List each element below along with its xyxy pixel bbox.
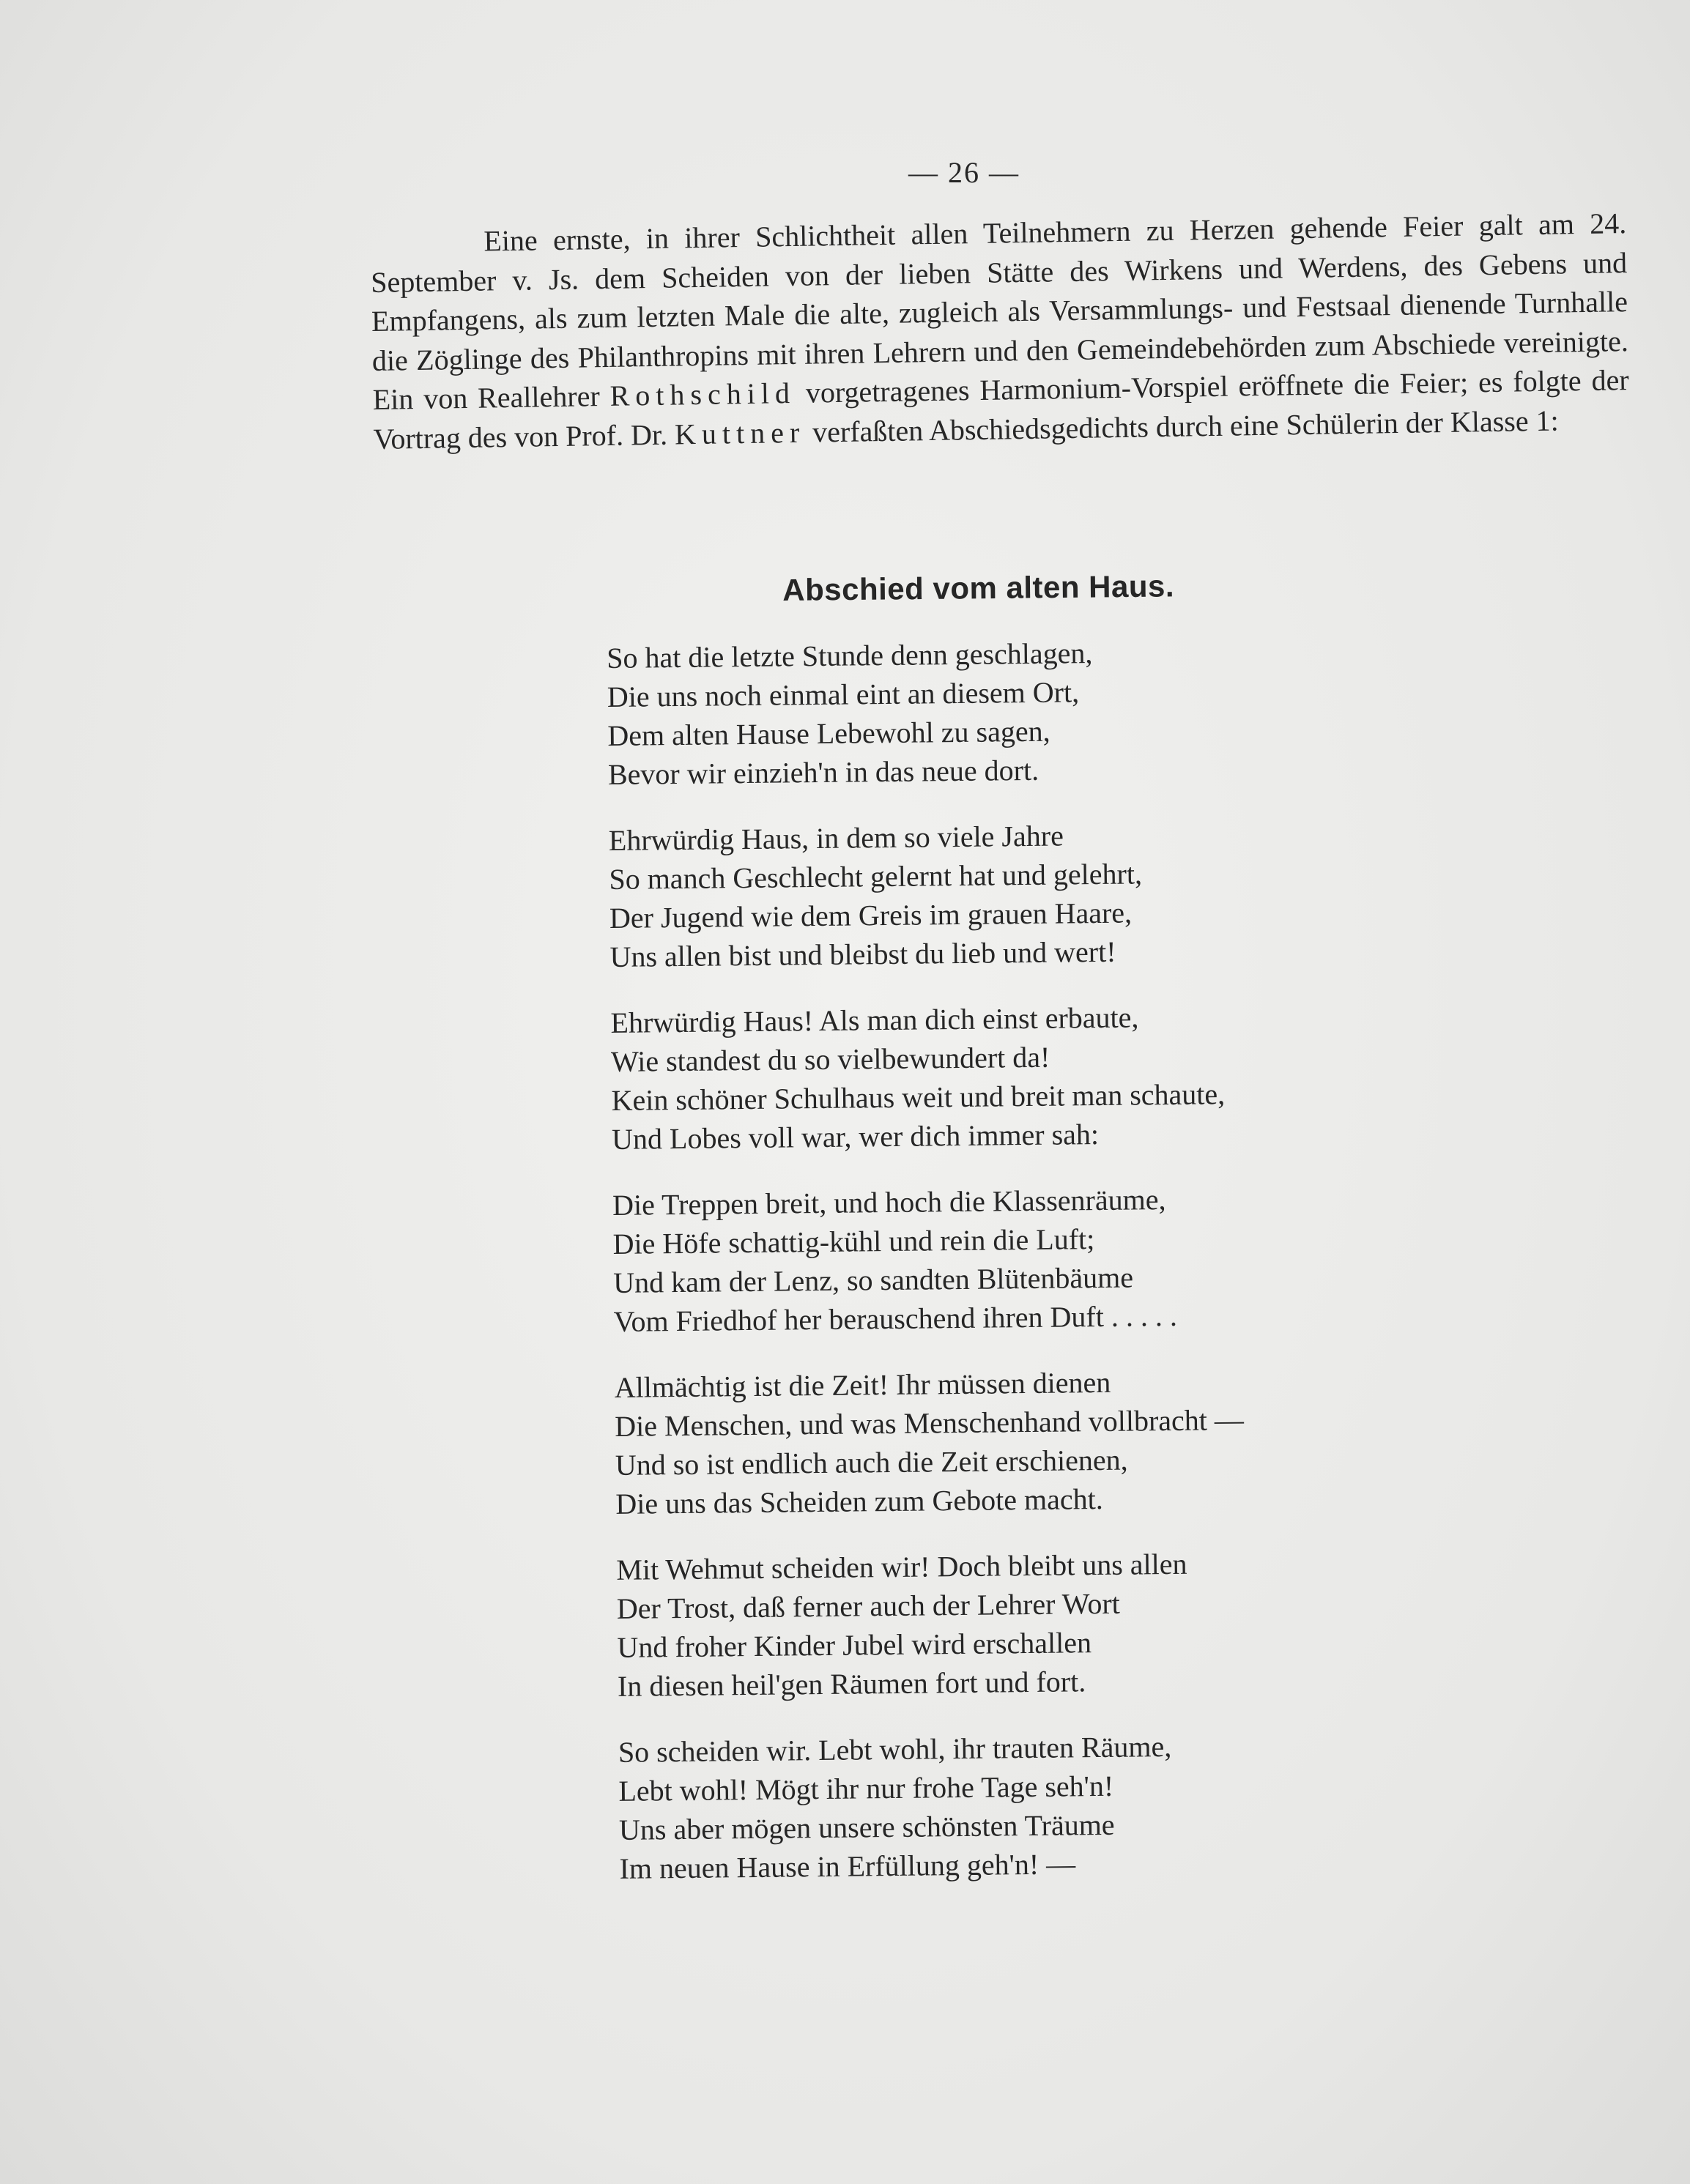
poem-line: Dem alten Hause Lebewohl zu sagen, <box>607 714 1050 752</box>
poem-line: Die uns das Scheiden zum Gebote macht. <box>615 1482 1103 1520</box>
poem-line: So manch Geschlecht gelernt hat und gelehrt, <box>609 857 1143 896</box>
poem-line: So hat die letzte Stunde denn geschlagen, <box>607 636 1093 675</box>
stanza-7 <box>618 1724 1455 1888</box>
poem-line: Der Trost, daß ferner auch der Lehrer Wort <box>616 1586 1120 1625</box>
poem-line: Die Menschen, und was Menschenhand vollbracht — <box>615 1403 1245 1443</box>
poem-line: Kein schöner Schulhaus weit und breit man schaute, <box>611 1077 1226 1117</box>
poem-line: Mit Wehmut scheiden wir! Doch bleibt uns allen <box>616 1547 1187 1586</box>
stanza-5 <box>614 1359 1450 1523</box>
poem-line: Bevor wir einzieh'n in das neue dort. <box>607 753 1039 791</box>
poem-line: Die uns noch einmal eint an diesem Ort, <box>607 675 1080 713</box>
poem-line: Wie standest du so vielbewundert da! <box>610 1040 1050 1078</box>
poem-line: Die Treppen breit, und hoch die Klassenräume, <box>612 1183 1166 1222</box>
poem-line: Und so ist endlich auch die Zeit erschienen, <box>615 1443 1128 1482</box>
poem-line: Im neuen Hause in Erfüllung geh'n! — <box>619 1847 1076 1885</box>
poem-line: Ehrwürdig Haus, in dem so viele Jahre <box>608 819 1064 857</box>
poem-line: Die Höfe schattig-kühl und rein die Luft; <box>612 1222 1095 1260</box>
poem-title: Abschied vom alten Haus. <box>782 568 1175 607</box>
intro-text-part-2: vorgetragenes Harmonium-Vorspiel eröffnete die Feier; es folgte der Vortrag des von Prof. Dr. <box>373 363 1629 456</box>
intro-paragraph <box>370 204 1630 458</box>
stanza-1 <box>607 630 1443 794</box>
page-number: — 26 — <box>908 156 1020 189</box>
stanza-6 <box>616 1542 1453 1706</box>
poem-line: Allmächtig ist die Zeit! Ihr müssen dienen <box>614 1365 1111 1404</box>
poem-line: In diesen heil'gen Räumen fort und fort. <box>617 1665 1086 1703</box>
poem-line: Uns aber mögen unsere schönsten Träume <box>618 1808 1115 1846</box>
poem-line: Und froher Kinder Jubel wird erschallen <box>617 1626 1092 1664</box>
poem-line: Der Jugend wie dem Greis im grauen Haare, <box>609 896 1133 935</box>
poem-line: Und kam der Lenz, so sandten Blütenbäume <box>612 1260 1134 1299</box>
poem-line: Ehrwürdig Haus! Als man dich einst erbaute, <box>610 1000 1139 1039</box>
name-kuttner: Kuttner <box>674 415 806 450</box>
poem <box>607 630 1455 1915</box>
poem-line: Uns allen bist und bleibst du lieb und wert! <box>609 935 1116 973</box>
poem-line: Und Lobes voll war, wer dich immer sah: <box>611 1118 1100 1156</box>
poem-line: Lebt wohl! Mögt ihr nur frohe Tage seh'n! <box>618 1769 1114 1808</box>
stanza-2 <box>609 812 1445 976</box>
intro-text <box>370 204 1630 458</box>
intro-text-part-3: verfaßten Abschiedsgedichts durch eine Schülerin der Klasse 1: <box>804 404 1559 449</box>
poem-line: So scheiden wir. Lebt wohl, ihr trauten Räume, <box>618 1730 1172 1769</box>
stanza-3 <box>610 995 1447 1159</box>
stanza-4 <box>612 1177 1449 1341</box>
poem-line: Vom Friedhof her berauschend ihren Duft . . . . . <box>613 1299 1178 1338</box>
name-rothschild: Rothschild <box>609 376 796 412</box>
intro-text-part-1: Eine ernste, in ihrer Schlichtheit allen Teilnehmern zu Herzen gehende Feier galt am 24. September v. Js. dem Scheiden von der lieben Stätte des Wirkens und Werdens, des Gebens und Empfangens, als zum letzten Male die alte, zugleich als Versammlungs- und Festsaal dienende Turnhalle die Zöglinge des Philanthropins mit ihren Lehrern und den Gemeindebehörden zum Abschiede vereinigte. Ein von Reallehrer <box>370 207 1629 416</box>
